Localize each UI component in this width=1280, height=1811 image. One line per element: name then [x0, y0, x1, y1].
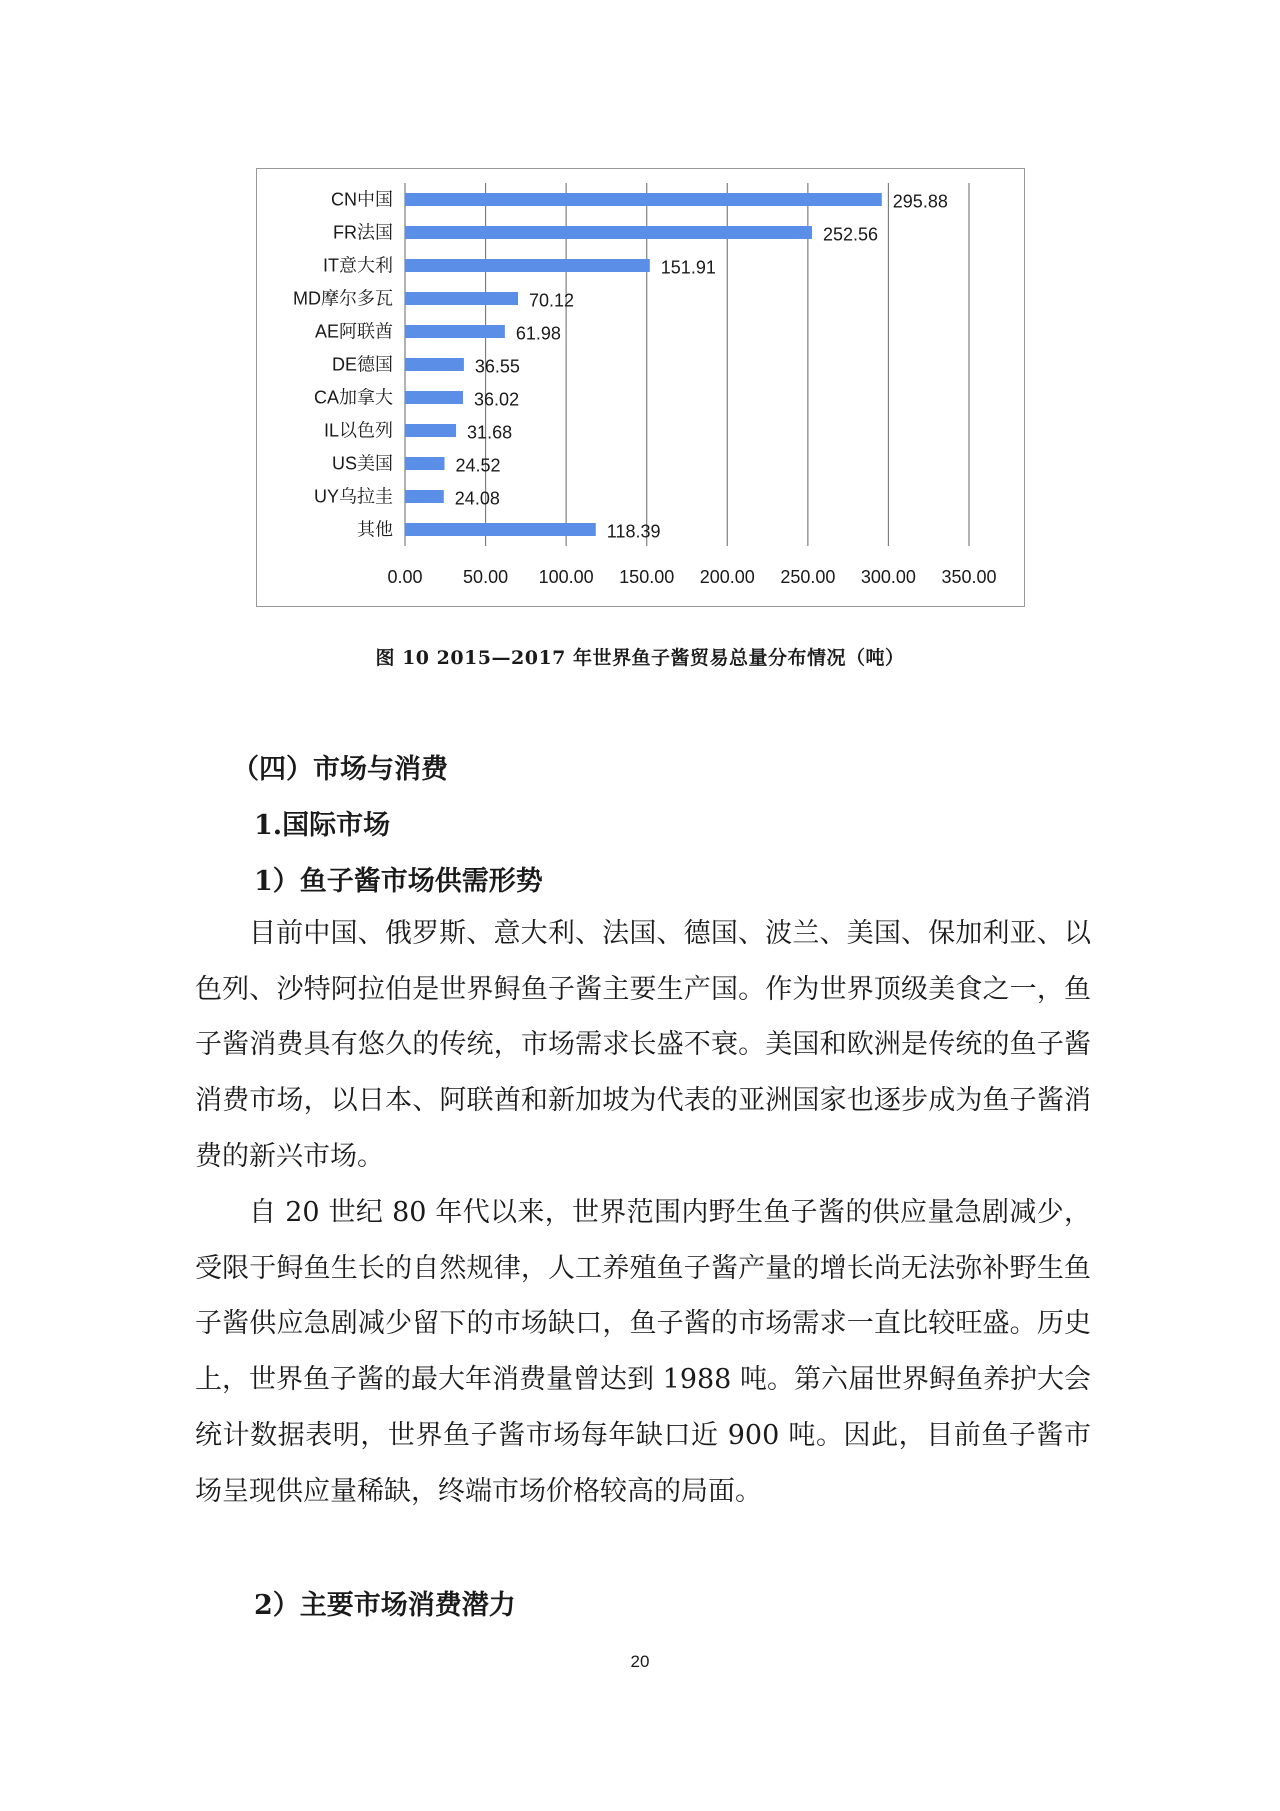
x-tick-label: 150.00	[619, 567, 675, 587]
chart-canvas	[257, 169, 1023, 605]
bar	[405, 523, 596, 536]
value-label: 24.52	[455, 455, 501, 476]
category-label: FR法国	[333, 222, 393, 243]
bar	[405, 424, 456, 437]
category-label: UY乌拉圭	[313, 486, 393, 507]
category-label: CN中国	[331, 189, 393, 210]
value-label: 151.91	[660, 257, 716, 278]
x-tick-label: 100.00	[538, 567, 594, 587]
paragraph-supply-demand-1: 目前中国、俄罗斯、意大利、法国、德国、波兰、美国、保加利亚、以色列、沙特阿拉伯是世界鲟鱼子酱主要生产国。作为世界顶级美食之一，鱼子酱消费具有悠久的传统，市场需求长盛不衰。美国和欧洲是传统的鱼子酱消费市场，以日本、阿联酋和新加坡为代表的亚洲国家也逐步成为鱼子酱消费的新兴市场。	[195, 918, 1091, 1172]
category-label: MD摩尔多瓦	[293, 288, 393, 309]
x-tick-label: 300.00	[860, 567, 916, 587]
subsection-heading-international-market: 1.国际市场	[254, 810, 391, 841]
bar	[405, 259, 650, 272]
value-label: 36.55	[474, 356, 520, 377]
subsection-heading-consumption-potential: 2）主要市场消费潜力	[254, 1590, 516, 1621]
page-number: 20	[630, 1652, 650, 1671]
value-label: 24.08	[454, 488, 500, 509]
category-label: IL以色列	[323, 420, 393, 441]
category-label: 其他	[357, 519, 393, 540]
x-tick-label: 0.00	[387, 567, 423, 587]
value-label: 61.98	[515, 323, 561, 344]
value-label: 36.02	[474, 389, 520, 410]
x-tick-label: 50.00	[463, 567, 509, 587]
bar	[405, 292, 518, 305]
category-label: CA加拿大	[313, 387, 393, 408]
x-tick-label: 350.00	[941, 567, 997, 587]
x-tick-label: 250.00	[780, 567, 836, 587]
subsection-heading-supply-demand: 1）鱼子酱市场供需形势	[254, 866, 543, 897]
bar	[405, 490, 444, 503]
chart-labels	[293, 190, 997, 588]
category-label: AE阿联酋	[314, 321, 393, 342]
value-label: 31.68	[467, 422, 513, 443]
value-label: 118.39	[606, 521, 661, 542]
section-heading-market-consumption: （四）市场与消费	[232, 754, 448, 785]
value-label: 295.88	[892, 191, 948, 212]
figure-caption: 图 10 2015—2017 年世界鱼子酱贸易总量分布情况（吨）	[375, 647, 905, 669]
bar	[405, 193, 882, 206]
paragraph-supply-demand-2: 自 20 世纪 80 年代以来，世界范围内野生鱼子酱的供应量急剧减少，受限于鲟鱼生长的自然规律，人工养殖鱼子酱产量的增长尚无法弥补野生鱼子酱供应急剧减少留下的市场缺口，鱼子酱的市场需求一直比较旺盛。历史上，世界鱼子酱的最大年消费量曾达到 1988 吨。第六届世界鲟鱼养护大会统计数据表明，世界鱼子酱市场每年缺口近 900 吨。因此，目前鱼子酱市场呈现供应量稀缺，终端市场价格较高的局面。	[195, 1197, 1091, 1507]
category-label: DE德国	[331, 354, 393, 375]
bar-chart	[256, 168, 1025, 607]
category-label: IT意大利	[323, 255, 393, 276]
value-label: 70.12	[528, 290, 575, 311]
bar	[405, 325, 505, 338]
value-label: 252.56	[822, 224, 879, 245]
bar	[405, 391, 463, 404]
category-label: US美国	[331, 453, 393, 474]
bar	[405, 457, 445, 470]
bar	[405, 226, 812, 239]
bar	[405, 358, 464, 371]
x-tick-label: 200.00	[699, 567, 755, 587]
